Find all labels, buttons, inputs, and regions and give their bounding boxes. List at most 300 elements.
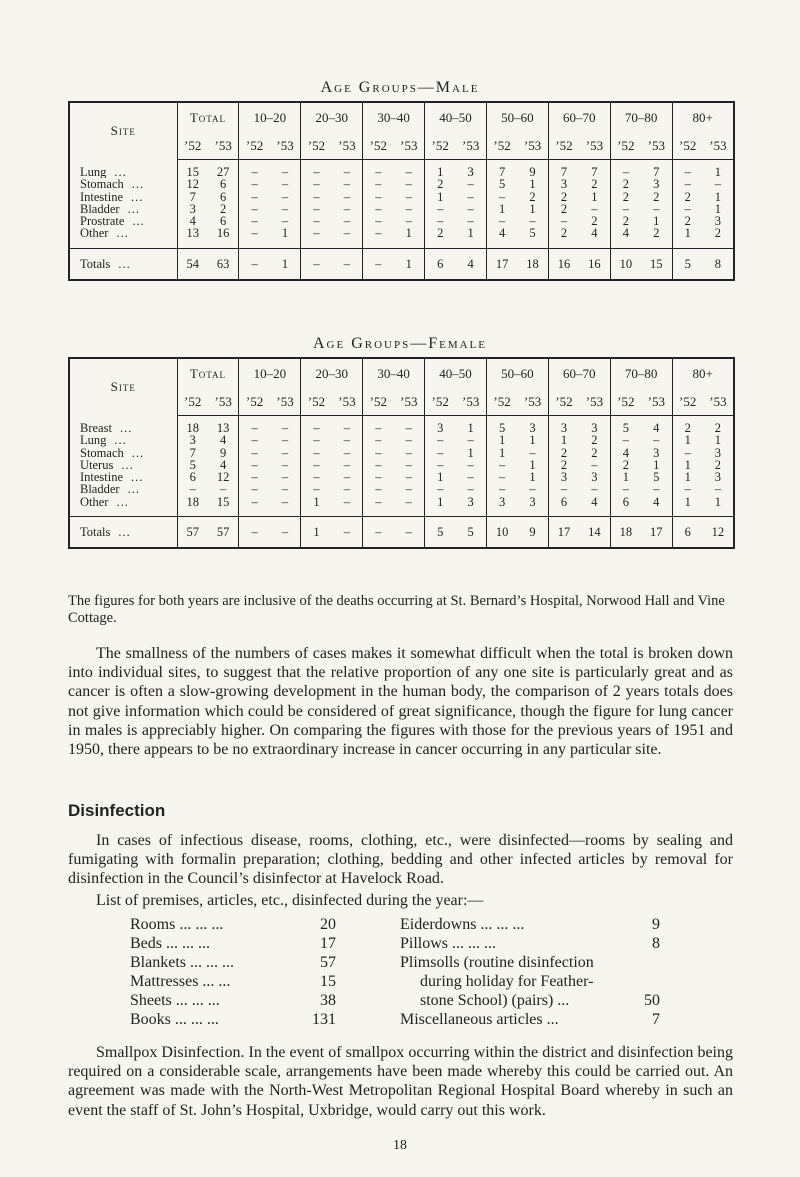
list-item-label: Eiderdowns ... ... ... bbox=[400, 916, 525, 933]
table-cell: 10 bbox=[486, 517, 517, 549]
list-row bbox=[130, 935, 690, 954]
table-cell: – bbox=[486, 471, 517, 483]
table-cell: 5 bbox=[425, 517, 456, 549]
table-cell: 2 bbox=[653, 190, 660, 203]
year-header: ’52 bbox=[301, 389, 332, 416]
list-item-label: Miscellaneous articles ... bbox=[400, 1011, 559, 1028]
table-cell: 3 bbox=[467, 165, 474, 179]
table-cell: – bbox=[363, 191, 394, 203]
list-item-label: Blankets ... ... ... bbox=[130, 954, 234, 971]
table-cell: 4 bbox=[610, 447, 641, 459]
table-cell: – bbox=[672, 483, 703, 495]
age-group-header: 10–20 bbox=[239, 358, 301, 389]
year-header: ’53 bbox=[270, 133, 301, 160]
table-cell: 15 bbox=[216, 495, 230, 509]
year-header: ’53 bbox=[208, 389, 239, 416]
table-cell: – bbox=[281, 495, 289, 509]
site-name bbox=[69, 248, 177, 280]
table-cell: 1 bbox=[301, 517, 332, 549]
table-cell: 3 bbox=[591, 471, 598, 484]
site-name bbox=[69, 496, 177, 517]
table-cell: – bbox=[610, 160, 641, 179]
table-cell: 17 bbox=[641, 517, 672, 549]
table-cell: 5 bbox=[486, 416, 517, 435]
table-cell: – bbox=[281, 434, 289, 447]
site-name bbox=[69, 191, 177, 203]
table-cell: 1 bbox=[467, 421, 474, 435]
list-item-label: Sheets ... ... ... bbox=[130, 992, 220, 1009]
site-name bbox=[69, 416, 177, 435]
table-cell: – bbox=[343, 178, 351, 191]
leader-dots: ... bbox=[114, 434, 127, 447]
list-item-value: 17 bbox=[320, 935, 336, 952]
table-cell: – bbox=[363, 496, 394, 517]
table-cell: 2 bbox=[529, 190, 536, 203]
table-cell: – bbox=[405, 165, 412, 179]
table-cell: 2 bbox=[548, 459, 579, 471]
age-group-header: 70–80 bbox=[610, 102, 672, 133]
table-cell: 1 bbox=[529, 458, 536, 472]
table-cell: – bbox=[672, 160, 703, 179]
table-row bbox=[69, 191, 734, 203]
table-cell: 1 bbox=[714, 434, 722, 447]
table-cell: 7 bbox=[486, 160, 517, 179]
table-cell: 12 bbox=[216, 471, 230, 484]
age-group-header: 20–30 bbox=[301, 102, 363, 133]
table-cell: 18 bbox=[177, 416, 208, 435]
table-cell: – bbox=[363, 160, 394, 179]
site-label: Uterus bbox=[80, 458, 114, 472]
table-cell: – bbox=[405, 215, 412, 228]
table-cell: 2 bbox=[548, 447, 579, 459]
cancer-commentary-paragraph: The smallness of the numbers of cases makes it somewhat difficult when the total is broken down into individual sites, to suggest that the relative proportion of any one site is particularly great and as cancer is often a slow-growing development in the human body, the comparison of 2 years totals does not give information which could be considered of great significance, though the figure for lung cancer in males is appreciably higher. On comparing the figures with those for the previous years of 1951 and 1950, there appears to be no extraordinary increase in cancer occurring in any particular site. bbox=[68, 645, 733, 759]
year-header: ’52 bbox=[363, 133, 394, 160]
table-cell: 1 bbox=[591, 190, 598, 203]
table-cell: 2 bbox=[714, 421, 722, 435]
site-name bbox=[69, 471, 177, 483]
table-cell: 3 bbox=[653, 446, 660, 459]
table-cell: 4 bbox=[486, 227, 517, 248]
table-cell: – bbox=[301, 434, 332, 446]
table-cell: 1 bbox=[425, 496, 456, 517]
table-cell: 2 bbox=[610, 459, 641, 471]
table-cell: – bbox=[405, 202, 412, 216]
table-cell: – bbox=[363, 517, 394, 549]
table-cell: 1 bbox=[405, 227, 412, 241]
table-cell: 7 bbox=[653, 165, 660, 179]
table-row bbox=[69, 483, 734, 495]
table-cell: – bbox=[301, 483, 332, 495]
table-cell: – bbox=[343, 471, 351, 484]
table-cell: – bbox=[467, 434, 474, 447]
table-cell: – bbox=[672, 178, 703, 190]
age-group-header: 40–50 bbox=[425, 358, 487, 389]
year-header: ’52 bbox=[610, 133, 641, 160]
site-name bbox=[69, 517, 177, 549]
table-cell: – bbox=[467, 458, 474, 472]
table-cell: – bbox=[467, 178, 474, 191]
table-cell: – bbox=[548, 215, 579, 227]
table-cell: 3 bbox=[177, 203, 208, 215]
table-cell: – bbox=[220, 483, 227, 496]
age-group-header: 10–20 bbox=[239, 102, 301, 133]
table-cell: – bbox=[343, 458, 351, 472]
table-cell: 6 bbox=[220, 215, 227, 228]
table-row bbox=[69, 227, 734, 248]
table-cell: 5 bbox=[653, 471, 660, 484]
table-cell: 1 bbox=[394, 248, 425, 280]
table-cell: – bbox=[467, 471, 474, 484]
table-cell: – bbox=[343, 202, 351, 216]
age-group-header: 80+ bbox=[672, 102, 734, 133]
table-cell: – bbox=[301, 227, 332, 248]
list-item-label: Pillows ... ... ... bbox=[400, 935, 497, 952]
year-header: ’52 bbox=[548, 389, 579, 416]
table-cell: 2 bbox=[425, 227, 456, 248]
table-cell: – bbox=[239, 215, 270, 227]
table-cell: – bbox=[343, 190, 351, 203]
site-label: Prostrate bbox=[80, 215, 125, 228]
table-cell: 2 bbox=[653, 227, 660, 241]
table-cell: – bbox=[529, 215, 536, 228]
table-cell: 1 bbox=[672, 471, 703, 483]
table-cell: – bbox=[239, 517, 270, 549]
table-cell: – bbox=[672, 447, 703, 459]
table-cell: 1 bbox=[529, 178, 536, 191]
table-cell: 1 bbox=[653, 215, 660, 228]
table-cell: 3 bbox=[653, 178, 660, 191]
table-cell: 1 bbox=[425, 471, 456, 483]
table-cell: 18 bbox=[610, 517, 641, 549]
table-cell: 1 bbox=[486, 203, 517, 215]
table-cell: 2 bbox=[714, 227, 722, 241]
table-cell: 18 bbox=[517, 248, 548, 280]
table-cell: 5 bbox=[529, 227, 536, 241]
table-cell: 3 bbox=[548, 178, 579, 190]
site-name bbox=[69, 203, 177, 215]
table-cell: – bbox=[591, 458, 598, 472]
site-label: Intestine bbox=[80, 471, 124, 484]
table-cell: – bbox=[653, 483, 660, 496]
table-cell: 2 bbox=[714, 458, 722, 472]
female-age-groups-table bbox=[68, 357, 735, 549]
table-cell: 2 bbox=[548, 191, 579, 203]
table-cell: – bbox=[529, 446, 536, 459]
table-row bbox=[69, 471, 734, 483]
table-cell: – bbox=[301, 215, 332, 227]
table-cell: – bbox=[363, 434, 394, 446]
table-cell: – bbox=[467, 215, 474, 228]
table-cell: 63 bbox=[208, 248, 239, 280]
table-cell: 2 bbox=[591, 434, 598, 447]
table-cell: – bbox=[301, 248, 332, 280]
table-cell: – bbox=[281, 421, 289, 435]
age-group-header: 70–80 bbox=[610, 358, 672, 389]
table-cell: 17 bbox=[548, 517, 579, 549]
table-cell: 2 bbox=[672, 191, 703, 203]
table-cell: – bbox=[177, 483, 208, 495]
table-cell: 3 bbox=[177, 434, 208, 446]
table-cell: – bbox=[363, 416, 394, 435]
table-cell: 57 bbox=[208, 517, 239, 549]
table-cell: 18 bbox=[177, 496, 208, 517]
year-header: ’53 bbox=[394, 389, 425, 416]
leader-dots: ... bbox=[131, 471, 144, 484]
male-table-title: Age Groups—Male bbox=[320, 79, 480, 96]
age-group-header: Total bbox=[177, 102, 239, 133]
year-header: ’53 bbox=[579, 389, 610, 416]
list-item-label: Plimsolls (routine disinfection bbox=[400, 954, 594, 971]
table-cell: 3 bbox=[714, 446, 722, 459]
table-cell: 5 bbox=[455, 517, 486, 549]
age-group-header: 50–60 bbox=[486, 102, 548, 133]
table-cell: – bbox=[486, 483, 517, 495]
table-cell: – bbox=[405, 421, 412, 435]
table-cell: 3 bbox=[548, 471, 579, 483]
year-header: ’53 bbox=[579, 133, 610, 160]
table-cell: 4 bbox=[220, 434, 227, 447]
table-cell: 1 bbox=[486, 434, 517, 446]
year-header: ’52 bbox=[486, 389, 517, 416]
leader-dots: ... bbox=[118, 256, 131, 271]
table-cell: – bbox=[332, 248, 363, 280]
table-cell: – bbox=[281, 215, 289, 228]
table-cell: – bbox=[405, 446, 412, 459]
list-item-value: 7 bbox=[652, 1011, 660, 1028]
site-label: Lung bbox=[80, 434, 107, 447]
leader-dots: ... bbox=[131, 446, 145, 459]
table-cell: 9 bbox=[517, 517, 548, 549]
table-cell: – bbox=[610, 203, 641, 215]
table-cell: 4 bbox=[591, 495, 598, 509]
list-item-value: 131 bbox=[312, 1011, 336, 1028]
year-header: ’53 bbox=[455, 133, 486, 160]
table-cell: 7 bbox=[591, 165, 598, 179]
site-name bbox=[69, 483, 177, 495]
site-column-header: Site bbox=[110, 379, 136, 395]
table-cell: 2 bbox=[672, 215, 703, 227]
table-cell: – bbox=[239, 471, 270, 483]
table-cell: – bbox=[405, 495, 412, 509]
table-cell: – bbox=[343, 495, 351, 509]
list-item-value: 57 bbox=[320, 954, 336, 971]
table-cell: – bbox=[239, 248, 270, 280]
list-item-value: 38 bbox=[320, 992, 336, 1009]
table-cell: 6 bbox=[610, 496, 641, 517]
table-row bbox=[69, 416, 734, 435]
leader-dots: ... bbox=[118, 525, 131, 540]
table-cell: 2 bbox=[591, 446, 598, 459]
age-group-header: 60–70 bbox=[548, 358, 610, 389]
table-cell: – bbox=[363, 215, 394, 227]
table-cell: – bbox=[301, 416, 332, 435]
table-cell: 1 bbox=[610, 471, 641, 483]
table-cell: 9 bbox=[220, 446, 227, 459]
table-cell: 2 bbox=[610, 178, 641, 190]
totals-row bbox=[69, 248, 734, 280]
table-cell: 4 bbox=[455, 248, 486, 280]
table-cell: 1 bbox=[467, 227, 474, 241]
table-cell: – bbox=[281, 202, 289, 216]
site-name bbox=[69, 227, 177, 248]
table-cell: 2 bbox=[425, 178, 456, 190]
table-cell: – bbox=[301, 203, 332, 215]
table-cell: 3 bbox=[529, 421, 536, 435]
table-cell: 2 bbox=[610, 191, 641, 203]
year-header: ’52 bbox=[363, 389, 394, 416]
age-group-header: 50–60 bbox=[486, 358, 548, 389]
table-cell: – bbox=[486, 459, 517, 471]
table-row bbox=[69, 215, 734, 227]
site-label: Bladder bbox=[80, 483, 120, 496]
list-item-value: 8 bbox=[652, 935, 660, 952]
table-cell: – bbox=[239, 447, 270, 459]
table-cell: 1 bbox=[529, 202, 536, 216]
table-cell: – bbox=[239, 160, 270, 179]
table-cell: 4 bbox=[220, 458, 227, 472]
table-cell: 2 bbox=[548, 203, 579, 215]
table-cell: – bbox=[425, 459, 456, 471]
site-name bbox=[69, 215, 177, 227]
table-cell: – bbox=[425, 203, 456, 215]
year-header: ’53 bbox=[703, 389, 734, 416]
list-item-label: during holiday for Feather- bbox=[420, 973, 594, 990]
page-number: 18 bbox=[393, 1138, 407, 1153]
totals-row bbox=[69, 517, 734, 549]
table-cell: 12 bbox=[703, 517, 734, 549]
age-group-header: 80+ bbox=[672, 358, 734, 389]
table-cell: – bbox=[301, 191, 332, 203]
table-cell: – bbox=[239, 459, 270, 471]
table-cell: 6 bbox=[548, 496, 579, 517]
table-cell: – bbox=[270, 517, 301, 549]
year-header: ’52 bbox=[177, 389, 208, 416]
site-label: Other bbox=[80, 227, 109, 241]
table-cell: 6 bbox=[425, 248, 456, 280]
table-cell: 3 bbox=[714, 215, 722, 228]
table-cell: 1 bbox=[270, 248, 301, 280]
table-cell: 4 bbox=[177, 215, 208, 227]
table-cell: – bbox=[653, 202, 660, 216]
list-row bbox=[130, 992, 690, 1011]
table-cell: 6 bbox=[220, 178, 227, 191]
list-row bbox=[130, 916, 690, 935]
table-cell: 1 bbox=[714, 165, 722, 179]
list-item-label: Rooms ... ... ... bbox=[130, 916, 224, 933]
table-cell: 1 bbox=[672, 459, 703, 471]
year-header: ’53 bbox=[455, 389, 486, 416]
table-cell: – bbox=[332, 517, 363, 549]
year-header: ’53 bbox=[208, 133, 239, 160]
table-cell: 2 bbox=[610, 215, 641, 227]
table-cell: 4 bbox=[610, 227, 641, 248]
year-header: ’53 bbox=[394, 133, 425, 160]
table-cell: – bbox=[425, 447, 456, 459]
table-cell: – bbox=[405, 458, 412, 472]
table-cell: 3 bbox=[548, 416, 579, 435]
table-cell: – bbox=[239, 434, 270, 446]
table-cell: – bbox=[363, 203, 394, 215]
year-header: ’53 bbox=[641, 389, 672, 416]
table-cell: 1 bbox=[672, 496, 703, 517]
table-cell: – bbox=[281, 446, 289, 459]
table-cell: 3 bbox=[714, 471, 722, 484]
table-cell: 7 bbox=[177, 447, 208, 459]
table-cell: – bbox=[343, 483, 351, 496]
age-group-header: 20–30 bbox=[301, 358, 363, 389]
table-cell: – bbox=[281, 483, 289, 496]
table-cell: 1 bbox=[425, 191, 456, 203]
table-cell: 1 bbox=[548, 434, 579, 446]
year-header: ’53 bbox=[703, 133, 734, 160]
list-row bbox=[130, 973, 690, 992]
table-cell: – bbox=[610, 483, 641, 495]
table-cell: – bbox=[239, 483, 270, 495]
table-cell: – bbox=[281, 190, 289, 203]
site-label: Intestine bbox=[80, 190, 124, 203]
table-cell: 17 bbox=[486, 248, 517, 280]
leader-dots: ... bbox=[121, 458, 134, 472]
table-cell: – bbox=[301, 447, 332, 459]
table-cell: 16 bbox=[216, 227, 230, 241]
year-header: ’52 bbox=[672, 389, 703, 416]
year-header: ’52 bbox=[239, 133, 270, 160]
age-group-header: 30–40 bbox=[363, 102, 425, 133]
table-cell: – bbox=[239, 191, 270, 203]
leader-dots: ... bbox=[131, 178, 145, 191]
table-cell: 3 bbox=[591, 421, 598, 435]
table-cell: 1 bbox=[281, 227, 289, 241]
site-label: Stomach bbox=[80, 446, 124, 459]
year-header: ’52 bbox=[301, 133, 332, 160]
leader-dots: ... bbox=[116, 227, 129, 241]
site-label: Totals bbox=[80, 256, 111, 271]
table-cell: – bbox=[591, 202, 598, 216]
table-footnote: The figures for both years are inclusive of the deaths occurring at St. Bernard’s Hospital, Norwood Hall and Vine Cottage. bbox=[68, 593, 725, 626]
list-item-label: Beds ... ... ... bbox=[130, 935, 210, 952]
table-cell: – bbox=[281, 165, 289, 179]
age-group-header: 60–70 bbox=[548, 102, 610, 133]
table-cell: – bbox=[301, 178, 332, 190]
table-cell: – bbox=[363, 459, 394, 471]
table-cell: 54 bbox=[177, 248, 208, 280]
table-cell: 6 bbox=[672, 517, 703, 549]
table-cell: – bbox=[610, 434, 641, 446]
table-cell: – bbox=[343, 446, 351, 459]
table-cell: 6 bbox=[177, 471, 208, 483]
table-cell: 13 bbox=[177, 227, 208, 248]
table-cell: 2 bbox=[591, 178, 598, 191]
site-name bbox=[69, 434, 177, 446]
table-cell: 57 bbox=[177, 517, 208, 549]
table-row bbox=[69, 178, 734, 190]
table-cell: 1 bbox=[425, 160, 456, 179]
table-cell: 16 bbox=[548, 248, 579, 280]
site-name bbox=[69, 178, 177, 190]
table-cell: – bbox=[467, 190, 474, 203]
table-cell: – bbox=[405, 471, 412, 484]
table-cell: 1 bbox=[672, 227, 703, 248]
leader-dots: ... bbox=[116, 495, 129, 509]
site-label: Totals bbox=[80, 525, 111, 540]
table-cell: – bbox=[363, 471, 394, 483]
table-row bbox=[69, 459, 734, 471]
table-cell: 7 bbox=[177, 191, 208, 203]
table-cell: – bbox=[467, 202, 474, 216]
table-cell: – bbox=[672, 203, 703, 215]
table-cell: 15 bbox=[177, 160, 208, 179]
year-header: ’52 bbox=[486, 133, 517, 160]
